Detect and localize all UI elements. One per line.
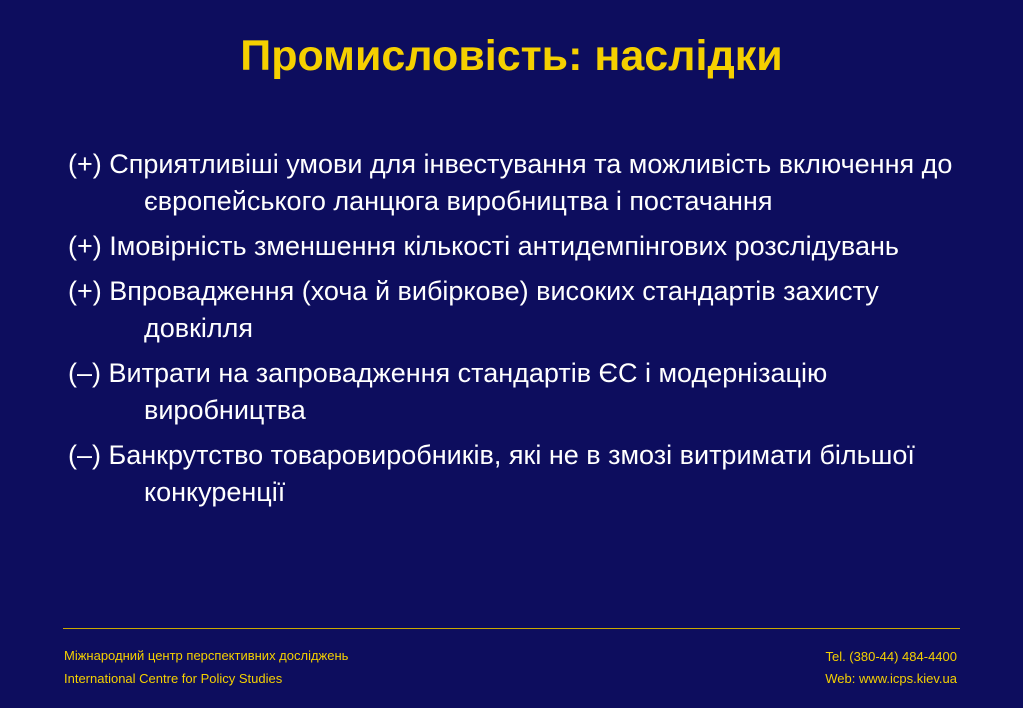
contact-phone: Tel. (380-44) 484-4400: [825, 649, 957, 664]
bullet-item: (+) Впровадження (хоча й вибіркове) високих стандартів захисту довкілля: [68, 276, 879, 343]
footer-divider: [63, 628, 960, 629]
contact-website[interactable]: Web: www.icps.kiev.ua: [825, 671, 957, 686]
bullet-list: [68, 146, 968, 519]
bullet-item: (–) Витрати на запровадження стандартів ЄС і модернізацію виробництва: [68, 358, 828, 425]
organization-name-ua: Міжнародний центр перспективних досліджень: [64, 648, 349, 663]
footer-contacts: [825, 646, 957, 690]
footer-organization: [64, 644, 348, 690]
organization-name-en: International Centre for Policy Studies: [64, 671, 283, 686]
slide-title: Промисловість: наслідки: [240, 32, 783, 80]
bullet-item: (+) Імовірність зменшення кількості антидемпінгових розслідувань: [68, 231, 899, 261]
bullet-item: (–) Банкрутство товаровиробників, які не в змозі витримати більшої конкуренції: [68, 440, 915, 507]
bullet-item: (+) Сприятливіші умови для інвестування та можливість включення до європейського ланцюга виробництва і постачання: [68, 149, 953, 216]
